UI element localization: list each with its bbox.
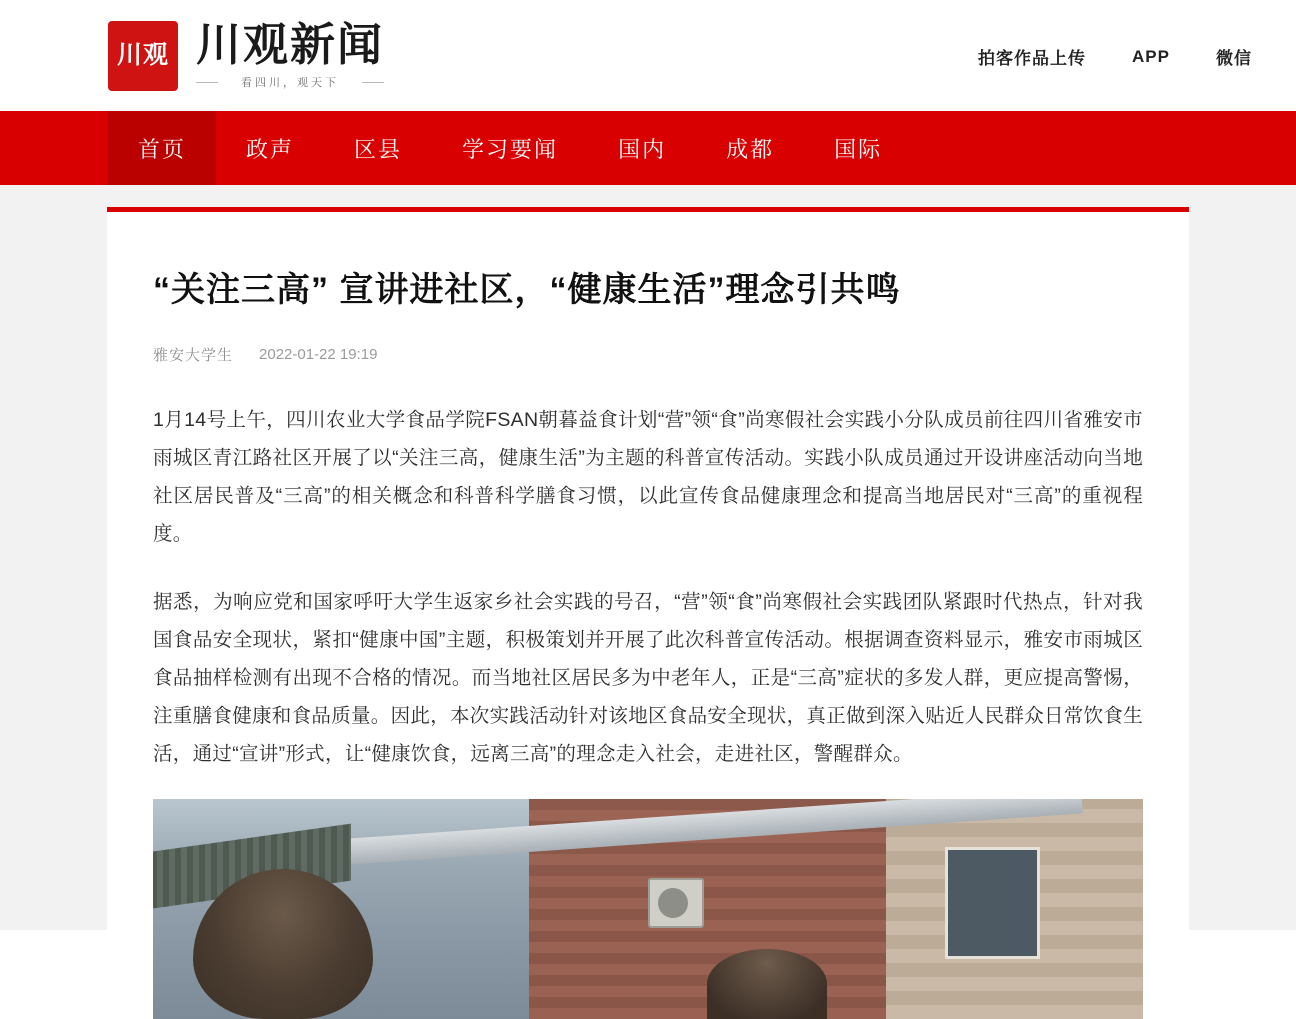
main-nav — [0, 111, 1296, 185]
brand-title: 川观新闻 — [196, 17, 385, 71]
nav-item-zhengsheng[interactable]: 政声 — [246, 136, 295, 162]
header-links — [978, 44, 1252, 69]
brand-logo-text: 川观 — [116, 41, 169, 69]
nav-item-quxian[interactable]: 区县 — [354, 136, 403, 162]
article-author: 雅安大学生 — [153, 346, 234, 364]
brand-subtitle: 看四川，观天下 — [196, 74, 384, 90]
header-link-wechat[interactable]: 微信 — [1216, 49, 1252, 68]
photo-air-conditioner — [648, 878, 704, 928]
brand-text-block — [196, 17, 385, 90]
article-paragraph: 1月14号上午，四川农业大学食品学院FSAN朝暮益食计划“营”领“食”尚寒假社会实践小分队成员前往四川省雅安市雨城区青江路社区开展了以“关注三高，健康生活”为主题的科普宣传活动。实践小队成员通过开设讲座活动向当地社区居民普及“三高”的相关概念和科普科学膳食习惯，以此宣传食品健康理念和提高当地居民对“三高”的重视程度。 — [153, 408, 1143, 545]
photo-person-background — [707, 949, 827, 1019]
header-link-app[interactable]: APP — [1132, 46, 1170, 66]
nav-item-guonei[interactable]: 国内 — [618, 136, 667, 162]
page-title: “关注三高” 宣讲进社区，“健康生活”理念引共鸣 — [153, 271, 901, 309]
article-meta — [153, 344, 1143, 365]
nav-item-xuexiyaowen[interactable]: 学习要闻 — [462, 136, 559, 162]
article-paragraph: 据悉，为响应党和国家呼吁大学生返家乡社会实践的号召，“营”领“食”尚寒假社会实践团队紧跟时代热点，针对我国食品安全现状，紧扣“健康中国”主题，积极策划并开展了此次科普宣传活动。根据调查资料显示，雅安市雨城区食品抽样检测有出现不合格的情况。而当地社区居民多为中老年人，正是“三高”症状的多发人群，更应提高警惕，注重膳食健康和食品质量。因此，本次实践活动针对该地区食品安全现状，真正做到深入贴近人民群众日常饮食生活，通过“宣讲”形式，让“健康饮食，远离三高”的理念走入社会，走进社区，警醒群众。 — [153, 590, 1144, 766]
nav-item-guoji[interactable]: 国际 — [834, 136, 883, 162]
site-brand[interactable] — [108, 17, 385, 91]
photo-window — [945, 847, 1040, 959]
site-header — [0, 0, 1296, 111]
article-photo — [153, 799, 1143, 1019]
nav-left-spacer — [0, 111, 108, 185]
brand-logo-icon[interactable] — [108, 21, 178, 91]
article-date: 2022-01-22 19:19 — [259, 345, 378, 363]
nav-item-home[interactable]: 首页 — [108, 111, 216, 185]
nav-item-chengdu[interactable]: 成都 — [726, 136, 775, 162]
article-card — [107, 207, 1189, 1019]
article-image — [153, 799, 1143, 1019]
header-link-upload[interactable]: 拍客作品上传 — [978, 49, 1087, 68]
page-body — [0, 185, 1296, 908]
